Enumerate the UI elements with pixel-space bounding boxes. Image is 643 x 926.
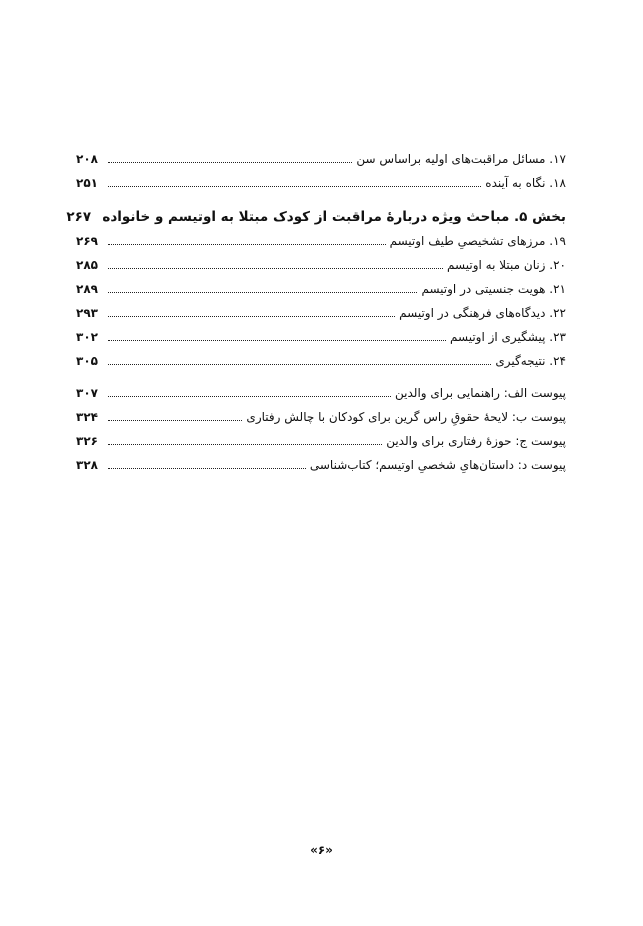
- toc-appendix-d: [76, 449, 566, 473]
- toc-entry-page: ۲۸۵: [76, 258, 98, 272]
- toc-entry-page: ۳۰۵: [76, 354, 98, 368]
- toc-entry-title: ۲۰. زنان مبتلا به اوتیسم: [447, 258, 566, 272]
- toc-entry-page: ۳۲۶: [76, 434, 98, 448]
- toc-entry-page: ۲۰۸: [76, 152, 98, 166]
- table-of-contents: [66, 143, 566, 473]
- dot-leader: [108, 467, 306, 469]
- dot-leader: [108, 419, 242, 421]
- dot-leader: [108, 185, 481, 187]
- toc-entry-title: پیوست د: داستان‌هایِ شخصیِ اوتیسم؛ کتاب‌شناسی: [309, 458, 566, 472]
- toc-entry-page: ۲۵۱: [76, 176, 98, 190]
- toc-entry-21: [76, 273, 566, 297]
- toc-entry-page: ۳۰۷: [76, 386, 98, 400]
- toc-entry-18: [76, 167, 566, 191]
- toc-entry-title: ۱۹. مرزهای تشخیصیِ طیف اوتیسم: [389, 234, 566, 248]
- toc-entry-22: [76, 297, 566, 321]
- toc-entry-page: ۳۲۴: [76, 410, 98, 424]
- toc-entry-title: ۲۱. هویت جنسیتی در اوتیسم: [421, 282, 566, 296]
- toc-entry-title: ۲۳. پیشگیری از اوتیسم: [450, 330, 566, 344]
- toc-appendix-a: [76, 377, 566, 401]
- toc-entry-title: پیوست الف: راهنمایی برای والدین: [395, 386, 566, 400]
- toc-entry-page: ۳۲۸: [76, 458, 98, 472]
- toc-entry-title: ۲۲. دیدگاه‌های فرهنگی در اوتیسم: [399, 306, 566, 320]
- toc-entry-page: ۲۸۹: [76, 282, 98, 296]
- dot-leader: [108, 161, 352, 163]
- toc-appendix-c: [76, 425, 566, 449]
- dot-leader: [108, 443, 382, 445]
- toc-entry-page: ۳۰۲: [76, 330, 98, 344]
- dot-leader: [108, 315, 395, 317]
- toc-entry-23: [76, 321, 566, 345]
- dot-leader: [108, 267, 443, 269]
- toc-entry-page: ۲۶۹: [76, 234, 98, 248]
- toc-part-5-heading: [66, 195, 566, 225]
- toc-entry-title: ۱۷. مسائل مراقبت‌های اولیه براساس سن: [356, 152, 566, 166]
- dot-leader: [108, 339, 446, 341]
- toc-entry-24: [76, 345, 566, 369]
- toc-entry-19: [76, 225, 566, 249]
- toc-entry-20: [76, 249, 566, 273]
- dot-leader: [108, 395, 391, 397]
- toc-part-page: ۲۶۷: [66, 209, 92, 225]
- dot-leader: [108, 363, 491, 365]
- toc-entry-page: ۲۹۳: [76, 306, 98, 320]
- toc-part-title: بخش ۵. مباحث ویژه دربارهٔ مراقبت از کودک مبتلا به اوتیسم و خانواده: [102, 209, 566, 225]
- toc-entry-title: ۱۸. نگاه به آینده: [485, 176, 566, 190]
- page-number: «۶»: [310, 843, 333, 857]
- toc-entry-title: ۲۴. نتیجه‌گیری: [495, 354, 566, 368]
- dot-leader: [108, 243, 386, 245]
- toc-entry-title: پیوست ب: لایحهٔ حقوقِ راس گرین برای کودکان با چالش رفتاری: [246, 410, 566, 424]
- toc-appendix-b: [76, 401, 566, 425]
- dot-leader: [108, 291, 417, 293]
- toc-entry-title: پیوست ج: حوزهٔ رفتاری برای والدین: [386, 434, 566, 448]
- toc-entry-17: [76, 143, 566, 167]
